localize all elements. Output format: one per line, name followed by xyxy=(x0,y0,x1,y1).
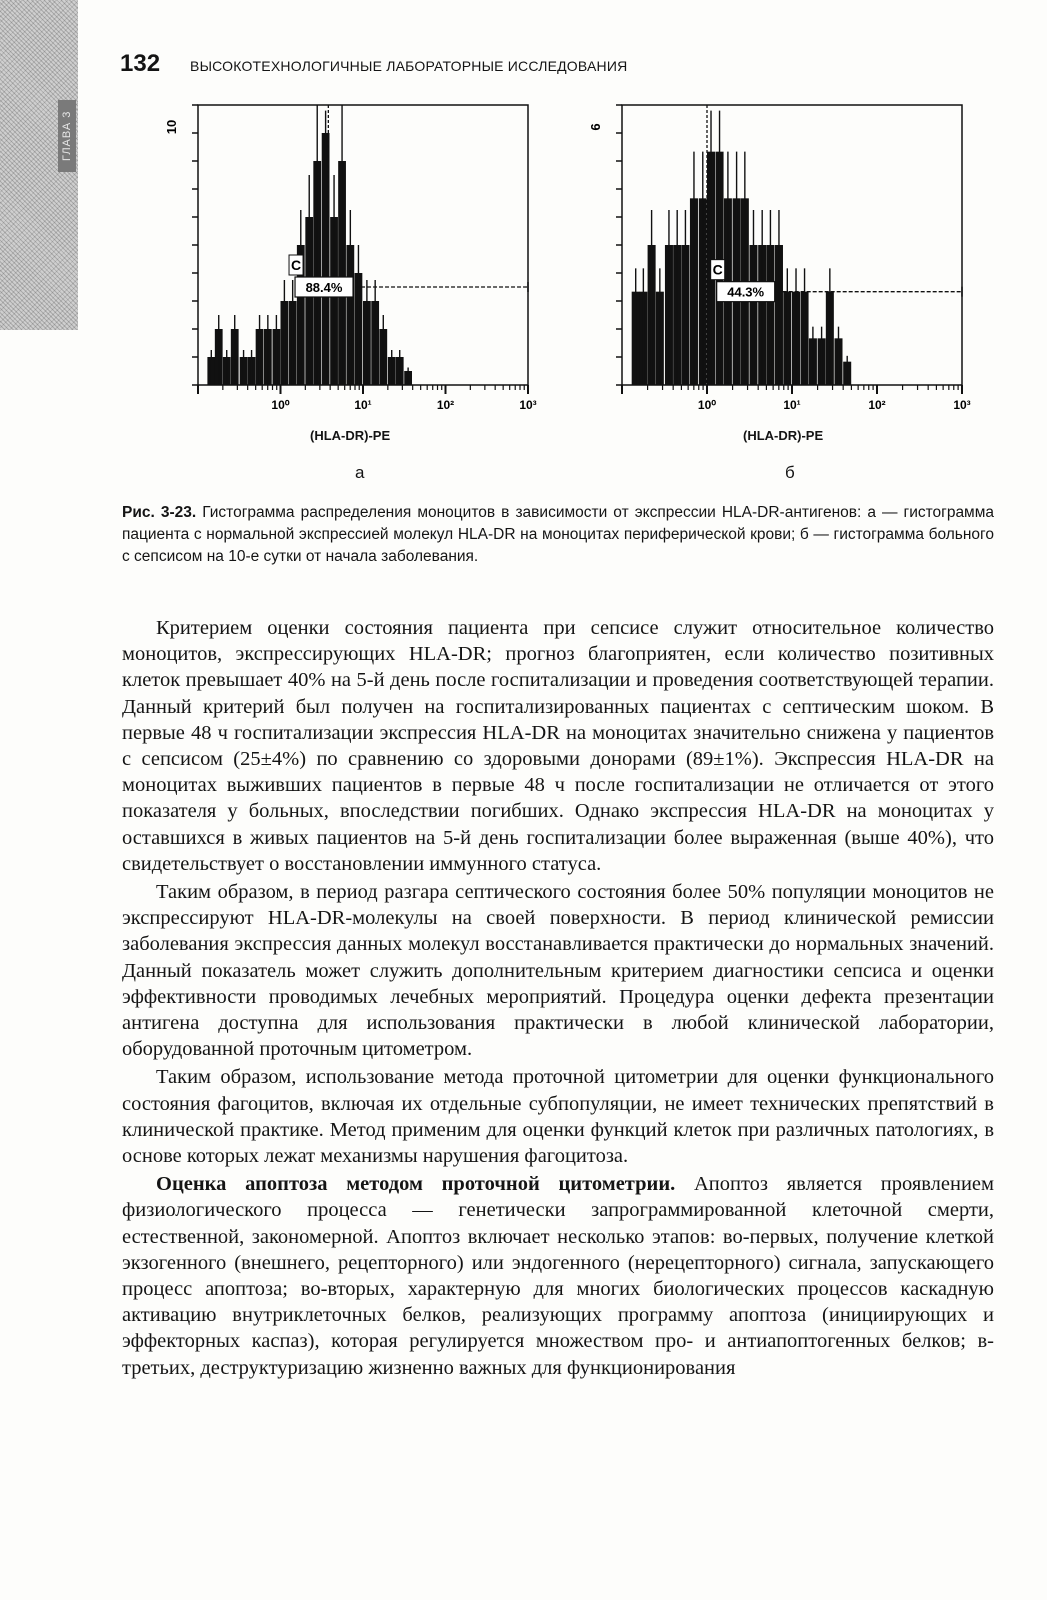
x-axis-label-a: (HLA-DR)-PE xyxy=(310,428,391,443)
body-text xyxy=(122,615,994,1383)
page-header xyxy=(120,50,990,84)
x-tick-label: 10¹ xyxy=(783,398,801,412)
x-tick-label: 10³ xyxy=(953,398,971,412)
gate-percent-label: 88.4% xyxy=(305,280,343,295)
x-tick-label: 10² xyxy=(436,398,455,412)
chapter-tab: ГЛАВА 3 xyxy=(58,100,76,172)
histogram-canvas xyxy=(150,95,980,495)
page-number: 132 xyxy=(120,50,161,77)
gate-letter: C xyxy=(712,261,723,278)
x-tick-label: 10¹ xyxy=(354,398,372,412)
gate-percent-label: 44.3% xyxy=(727,284,765,300)
gate-letter: C xyxy=(290,257,302,273)
paragraph-4-runin: Оценка апоптоза методом проточной цитометрии. xyxy=(156,1173,676,1196)
figure-caption xyxy=(122,502,994,568)
caption-label: Рис. 3-23. xyxy=(122,504,197,521)
x-tick-label: 10⁰ xyxy=(697,398,717,412)
x-axis-label-b: (HLA-DR)-PE xyxy=(743,428,824,443)
paragraph-4 xyxy=(122,1171,994,1381)
paragraph-2: Таким образом, в период разгара септического состояния более 50% популяции моноцитов не экспрессируют HLA-DR-молекулы на своей поверхности. В период клинической ремиссии заболевания экспрессия данных молекул восстанавливается практически до нормальных значений. Данный показатель может служить дополнительным критерием диагностики сепсиса и оценки эффективности проводимых лечебных мероприятий. Процедура оценки дефекта презентации антигена доступна для использования практически в любой клинической лаборатории, оборудованной проточным цитометром. xyxy=(122,881,994,1061)
x-tick-label: 10² xyxy=(868,398,886,412)
paragraph-4-text: Апоптоз является проявлением физиологического процесса — генетически запрограммированной клеточной смерти, естественной, закономерной. Апоптоз включает несколько этапов: во-первых, получение клеткой экзогенного (внешнего, рецепторного) или эндогенного (нерецепторного) сигнала, запускающего процесс апоптоза; во-вторых, характерную для многих биологических процессов каскадную активацию внутриклеточных белков, реализующих программу апоптоза (инициирующих и эффекторных каспаз), которая регулируется множеством про- и антиапоптогенных белков; в-третьих, деструктуризацию жизненно важных для функционирования xyxy=(122,1173,994,1379)
figure-histograms xyxy=(150,95,980,495)
paragraph-3: Таким образом, использование метода проточной цитометрии для оценки функционального состояния фагоцитов, включая их отдельные субпопуляции, не имеет технических препятствий в клинической практике. Метод применим для оценки функций клеток при различных патологиях, в основе которых лежат механизмы нарушения фагоцитоза. xyxy=(122,1066,994,1168)
y-tick-label-top: 10 xyxy=(164,119,179,135)
x-tick-label: 10⁰ xyxy=(271,398,290,412)
running-head: ВЫСОКОТЕХНОЛОГИЧНЫЕ ЛАБОРАТОРНЫЕ ИССЛЕДОВАНИЯ xyxy=(190,58,628,74)
panel-label-b: б xyxy=(785,463,795,482)
y-tick-label-top: 6 xyxy=(588,123,603,131)
paragraph-1: Критерием оценки состояния пациента при сепсисе служит относительное количество моноцитов, экспрессирующих HLA-DR; прогноз благоприятен, если количество позитивных клеток превышает 40% на 5-й день после госпитализации и проведения соответствующей терапии. Данный критерий был получен на госпитализированных пациентах с септическим шоком. В первые 48 ч госпитализации экспрессия HLA-DR на моноцитах значительно снижена у пациентов с сепсисом (25±4%) по сравнению со здоровыми донорами (89±1%). Экспрессия HLA-DR на моноцитах выживших пациентов в первые 48 ч после госпитализации не отличается от этого показателя у больных, впоследствии погибших. Однако экспрессия HLA-DR на моноцитах у оставшихся в живых пациентов на 5-й день госпитализации более выраженная (выше 40%), что свидетельствует о восстановлении иммунного статуса. xyxy=(122,617,994,875)
caption-text: Гистограмма распределения моноцитов в зависимости от экспрессии HLA-DR-антигенов: а — гистограмма пациента с нормальной экспрессией молекул HLA-DR на моноцитах периферической крови; б — гистограмма больного с сепсисом на 10-е сутки от начала заболевания. xyxy=(122,504,994,565)
x-tick-label: 10³ xyxy=(519,398,537,412)
panel-label-a: а xyxy=(355,463,365,482)
